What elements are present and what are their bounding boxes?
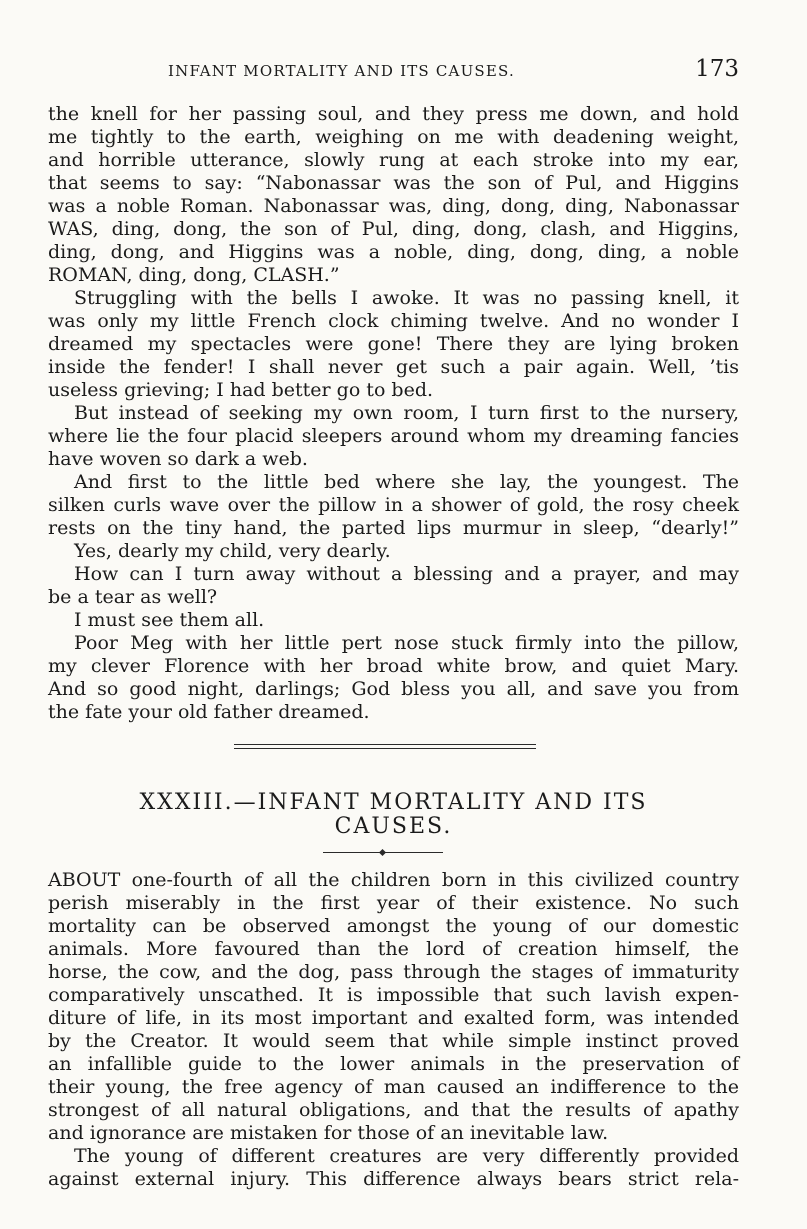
text-line: WAS, ding, dong, the son of Pul, ding, dong, clash, and Higgins,	[48, 218, 739, 240]
text-line: ding, dong, and Higgins was a noble, ding, dong, ding, a noble	[48, 241, 739, 263]
text-line: useless grieving; I had better go to bed.	[48, 379, 434, 401]
text-line: comparatively unscathed. It is impossible that such lavish expen-	[48, 984, 739, 1006]
text-line: my clever Florence with her broad white brow, and quiet Mary.	[48, 655, 739, 677]
text-line: and horrible utterance, slowly rung at each stroke into my ear,	[48, 149, 739, 171]
chapter-heading-line-1: XXXIII.—INFANT MORTALITY AND ITS	[139, 790, 648, 815]
running-head-title: INFANT MORTALITY AND ITS CAUSES.	[168, 62, 515, 80]
text-line: rests on the tiny hand, the parted lips murmur in sleep, “dearly!”	[48, 517, 739, 539]
section-rule	[234, 744, 536, 745]
chapter-heading-line-2: CAUSES.	[334, 814, 453, 839]
text-line: by the Creator. It would seem that while simple instinct proved	[48, 1030, 739, 1052]
text-line: ROMAN, ding, dong, CLASH.”	[48, 264, 340, 286]
text-line: was a noble Roman. Nabonassar was, ding, dong, ding, Nabonassar	[48, 195, 739, 217]
text-line: the fate your old father dreamed.	[48, 701, 370, 723]
text-line: perish miserably in the first year of their existence. No such	[48, 892, 739, 914]
text-line: ABOUT one-fourth of all the children born in this civilized country	[48, 869, 739, 891]
text-line: have woven so dark a web.	[48, 448, 308, 470]
text-line: dreamed my spectacles were gone! There they are lying broken	[48, 333, 739, 355]
text-line: mortality can be observed amongst the young of our domestic	[48, 915, 739, 937]
text-line: Struggling with the bells I awoke. It was no passing knell, it	[74, 287, 739, 309]
text-line: their young, the free agency of man caused an indifference to the	[48, 1076, 739, 1098]
text-line: And first to the little bed where she lay, the youngest. The	[74, 471, 739, 493]
text-line: the knell for her passing soul, and they press me down, and hold	[48, 103, 739, 125]
text-line: animals. More favoured than the lord of creation himself, the	[48, 938, 739, 960]
text-line: inside the fender! I shall never get such a pair again. Well, ’tis	[48, 356, 739, 378]
text-line: diture of life, in its most important and exalted form, was intended	[48, 1007, 739, 1029]
text-line: Yes, dearly my child, very dearly.	[74, 540, 391, 562]
text-line: But instead of seeking my own room, I turn first to the nursery,	[74, 402, 739, 424]
ornament-diamond-icon	[379, 849, 386, 856]
text-line: was only my little French clock chiming twelve. And no wonder I	[48, 310, 739, 332]
text-line: The young of different creatures are very differently provided	[74, 1145, 739, 1167]
text-line: against external injury. This difference always bears strict rela-	[48, 1168, 739, 1190]
text-line: and ignorance are mistaken for those of an inevitable law.	[48, 1122, 609, 1144]
text-line: be a tear as well?	[48, 586, 218, 608]
text-line: me tightly to the earth, weighing on me with deadening weight,	[48, 126, 739, 148]
running-head	[48, 56, 739, 86]
section-rule	[234, 748, 536, 749]
text-line: Poor Meg with her little pert nose stuck firmly into the pillow,	[74, 632, 739, 654]
text-line: I must see them all.	[74, 609, 265, 631]
text-line: that seems to say: “Nabonassar was the son of Pul, and Higgins	[48, 172, 739, 194]
text-line: silken curls wave over the pillow in a shower of gold, the rosy cheek	[48, 494, 739, 516]
text-line: horse, the cow, and the dog, pass through the stages of immaturity	[48, 961, 739, 983]
page-number: 173	[695, 56, 739, 82]
text-line: And so good night, darlings; God bless you all, and save you from	[48, 678, 739, 700]
text-line: an infallible guide to the lower animals in the preservation of	[48, 1053, 739, 1075]
text-line: strongest of all natural obligations, and that the results of apathy	[48, 1099, 739, 1121]
text-line: where lie the four placid sleepers around whom my dreaming fancies	[48, 425, 739, 447]
ornament-rule	[323, 850, 443, 856]
text-line: How can I turn away without a blessing and a prayer, and may	[74, 563, 739, 585]
